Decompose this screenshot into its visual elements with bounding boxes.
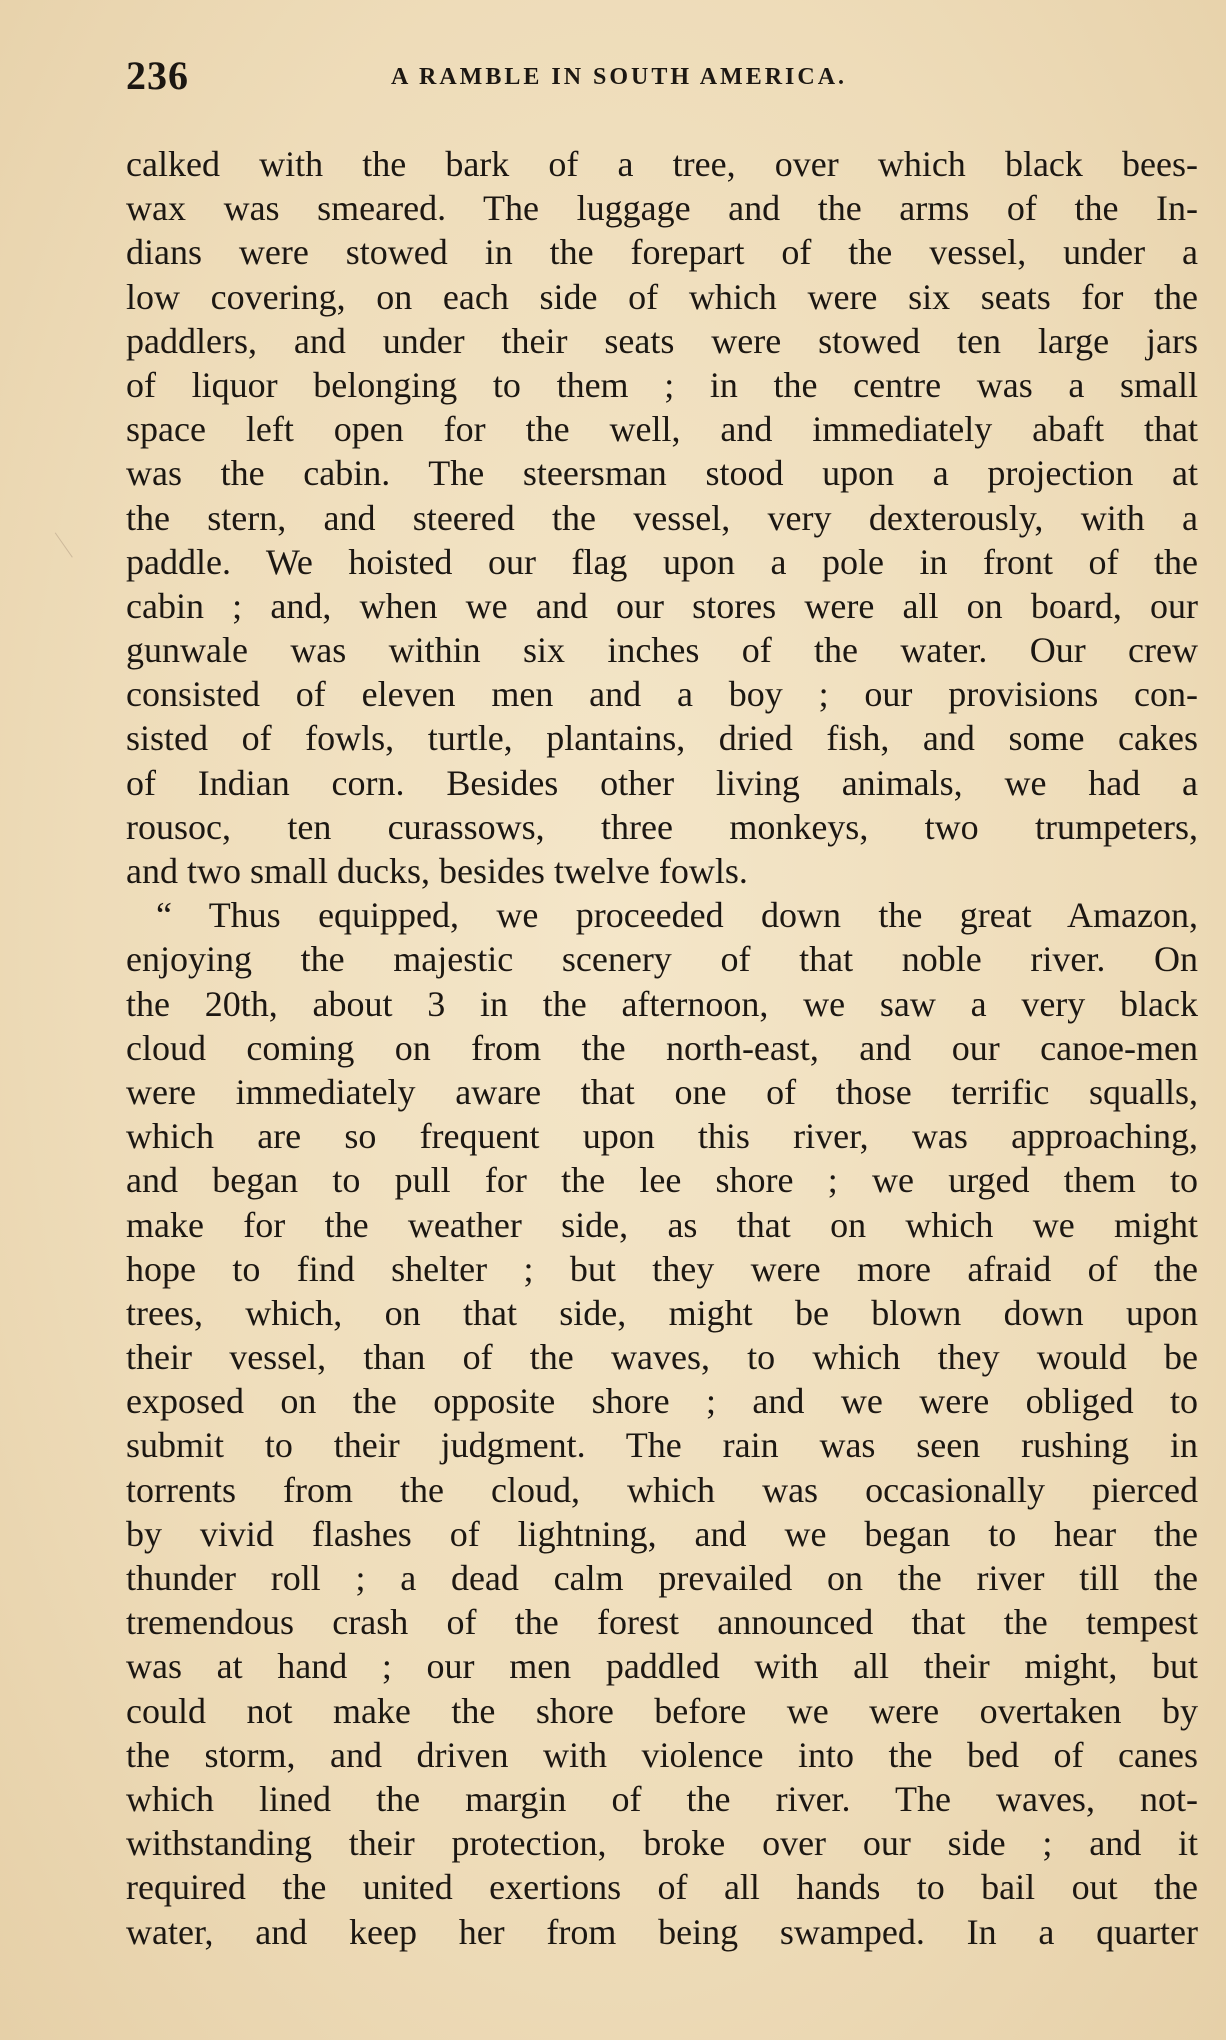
text-line: trees, which, on that side, might be blown down upon [126,1292,1198,1333]
text-line: thunder roll ; a dead calm prevailed on the river till the [126,1558,1198,1598]
text-line: could not make the shore before we were overtaken by [126,1690,1198,1731]
text-line: of Indian corn. Besides other living animals, we had a [126,762,1198,803]
text-line: by vivid flashes of lightning, and we began to hear the [126,1513,1198,1554]
text-line: withstanding their protection, broke over our side ; and it [126,1823,1198,1864]
text-line: make for the weather side, as that on which we might [126,1204,1198,1245]
page-number: 236 [126,53,189,98]
text-line: the storm, and driven with violence into the bed of canes [126,1734,1198,1775]
text-line: cloud coming on from the north-east, and our canoe-men [126,1027,1198,1068]
text-line: the stern, and steered the vessel, very dexterously, with a [126,497,1198,538]
paragraph-end-line: and two small ducks, besides twelve fowls. [126,851,748,891]
text-line: which lined the margin of the river. The waves, not- [126,1778,1198,1819]
text-line: which are so frequent upon this river, was approaching, [126,1116,1198,1157]
text-line: was the cabin. The steersman stood upon a projection at [126,453,1198,494]
text-line: paddlers, and under their seats were stowed ten large jars [126,320,1198,361]
text-line: space left open for the well, and immediately abaft that [126,409,1198,450]
text-line: exposed on the opposite shore ; and we were obliged to [126,1381,1198,1422]
running-title: A RAMBLE IN SOUTH AMERICA. [391,64,848,90]
text-line: calked with the bark of a tree, over which black bees- [126,144,1198,184]
text-line: water, and keep her from being swamped. In a quarter [126,1911,1198,1952]
running-head [126,52,1198,102]
text-line: of liquor belonging to them ; in the centre was a small [126,364,1198,405]
margin-mark [55,524,84,557]
text-line: their vessel, than of the waves, to which they would be [126,1337,1198,1378]
text-line: submit to their judgment. The rain was seen rushing in [126,1425,1198,1466]
text-line: cabin ; and, when we and our stores were all on board, our [126,585,1198,626]
text-line: paddle. We hoisted our flag upon a pole in front of the [126,541,1198,582]
text-line: dians were stowed in the forepart of the vessel, under a [126,232,1198,273]
text-line: torrents from the cloud, which was occasionally pierced [126,1469,1198,1510]
body-text [126,142,1198,1954]
text-line: tremendous crash of the forest announced that the tempest [126,1602,1198,1643]
text-line: consisted of eleven men and a boy ; our provisions con- [126,674,1198,715]
text-line: was at hand ; our men paddled with all their might, but [126,1646,1198,1687]
text-line: hope to find shelter ; but they were more afraid of the [126,1248,1198,1289]
text-line: required the united exertions of all hands to bail out the [126,1867,1198,1908]
text-line: were immediately aware that one of those terrific squalls, [126,1071,1198,1112]
text-line: and began to pull for the lee shore ; we urged them to [126,1160,1198,1201]
text-line: wax was smeared. The luggage and the arms of the In- [126,188,1198,229]
text-line: gunwale was within six inches of the water. Our crew [126,630,1198,671]
text-line: sisted of fowls, turtle, plantains, dried fish, and some cakes [126,718,1198,759]
text-line: rousoc, ten curassows, three monkeys, two trumpeters, [126,806,1198,847]
text-line: low covering, on each side of which were six seats for the [126,276,1198,317]
text-line: the 20th, about 3 in the afternoon, we saw a very black [126,983,1198,1024]
paragraph-start-line: “ Thus equipped, we proceeded down the great Amazon, [156,895,1198,936]
text-line: enjoying the majestic scenery of that noble river. On [126,939,1198,980]
